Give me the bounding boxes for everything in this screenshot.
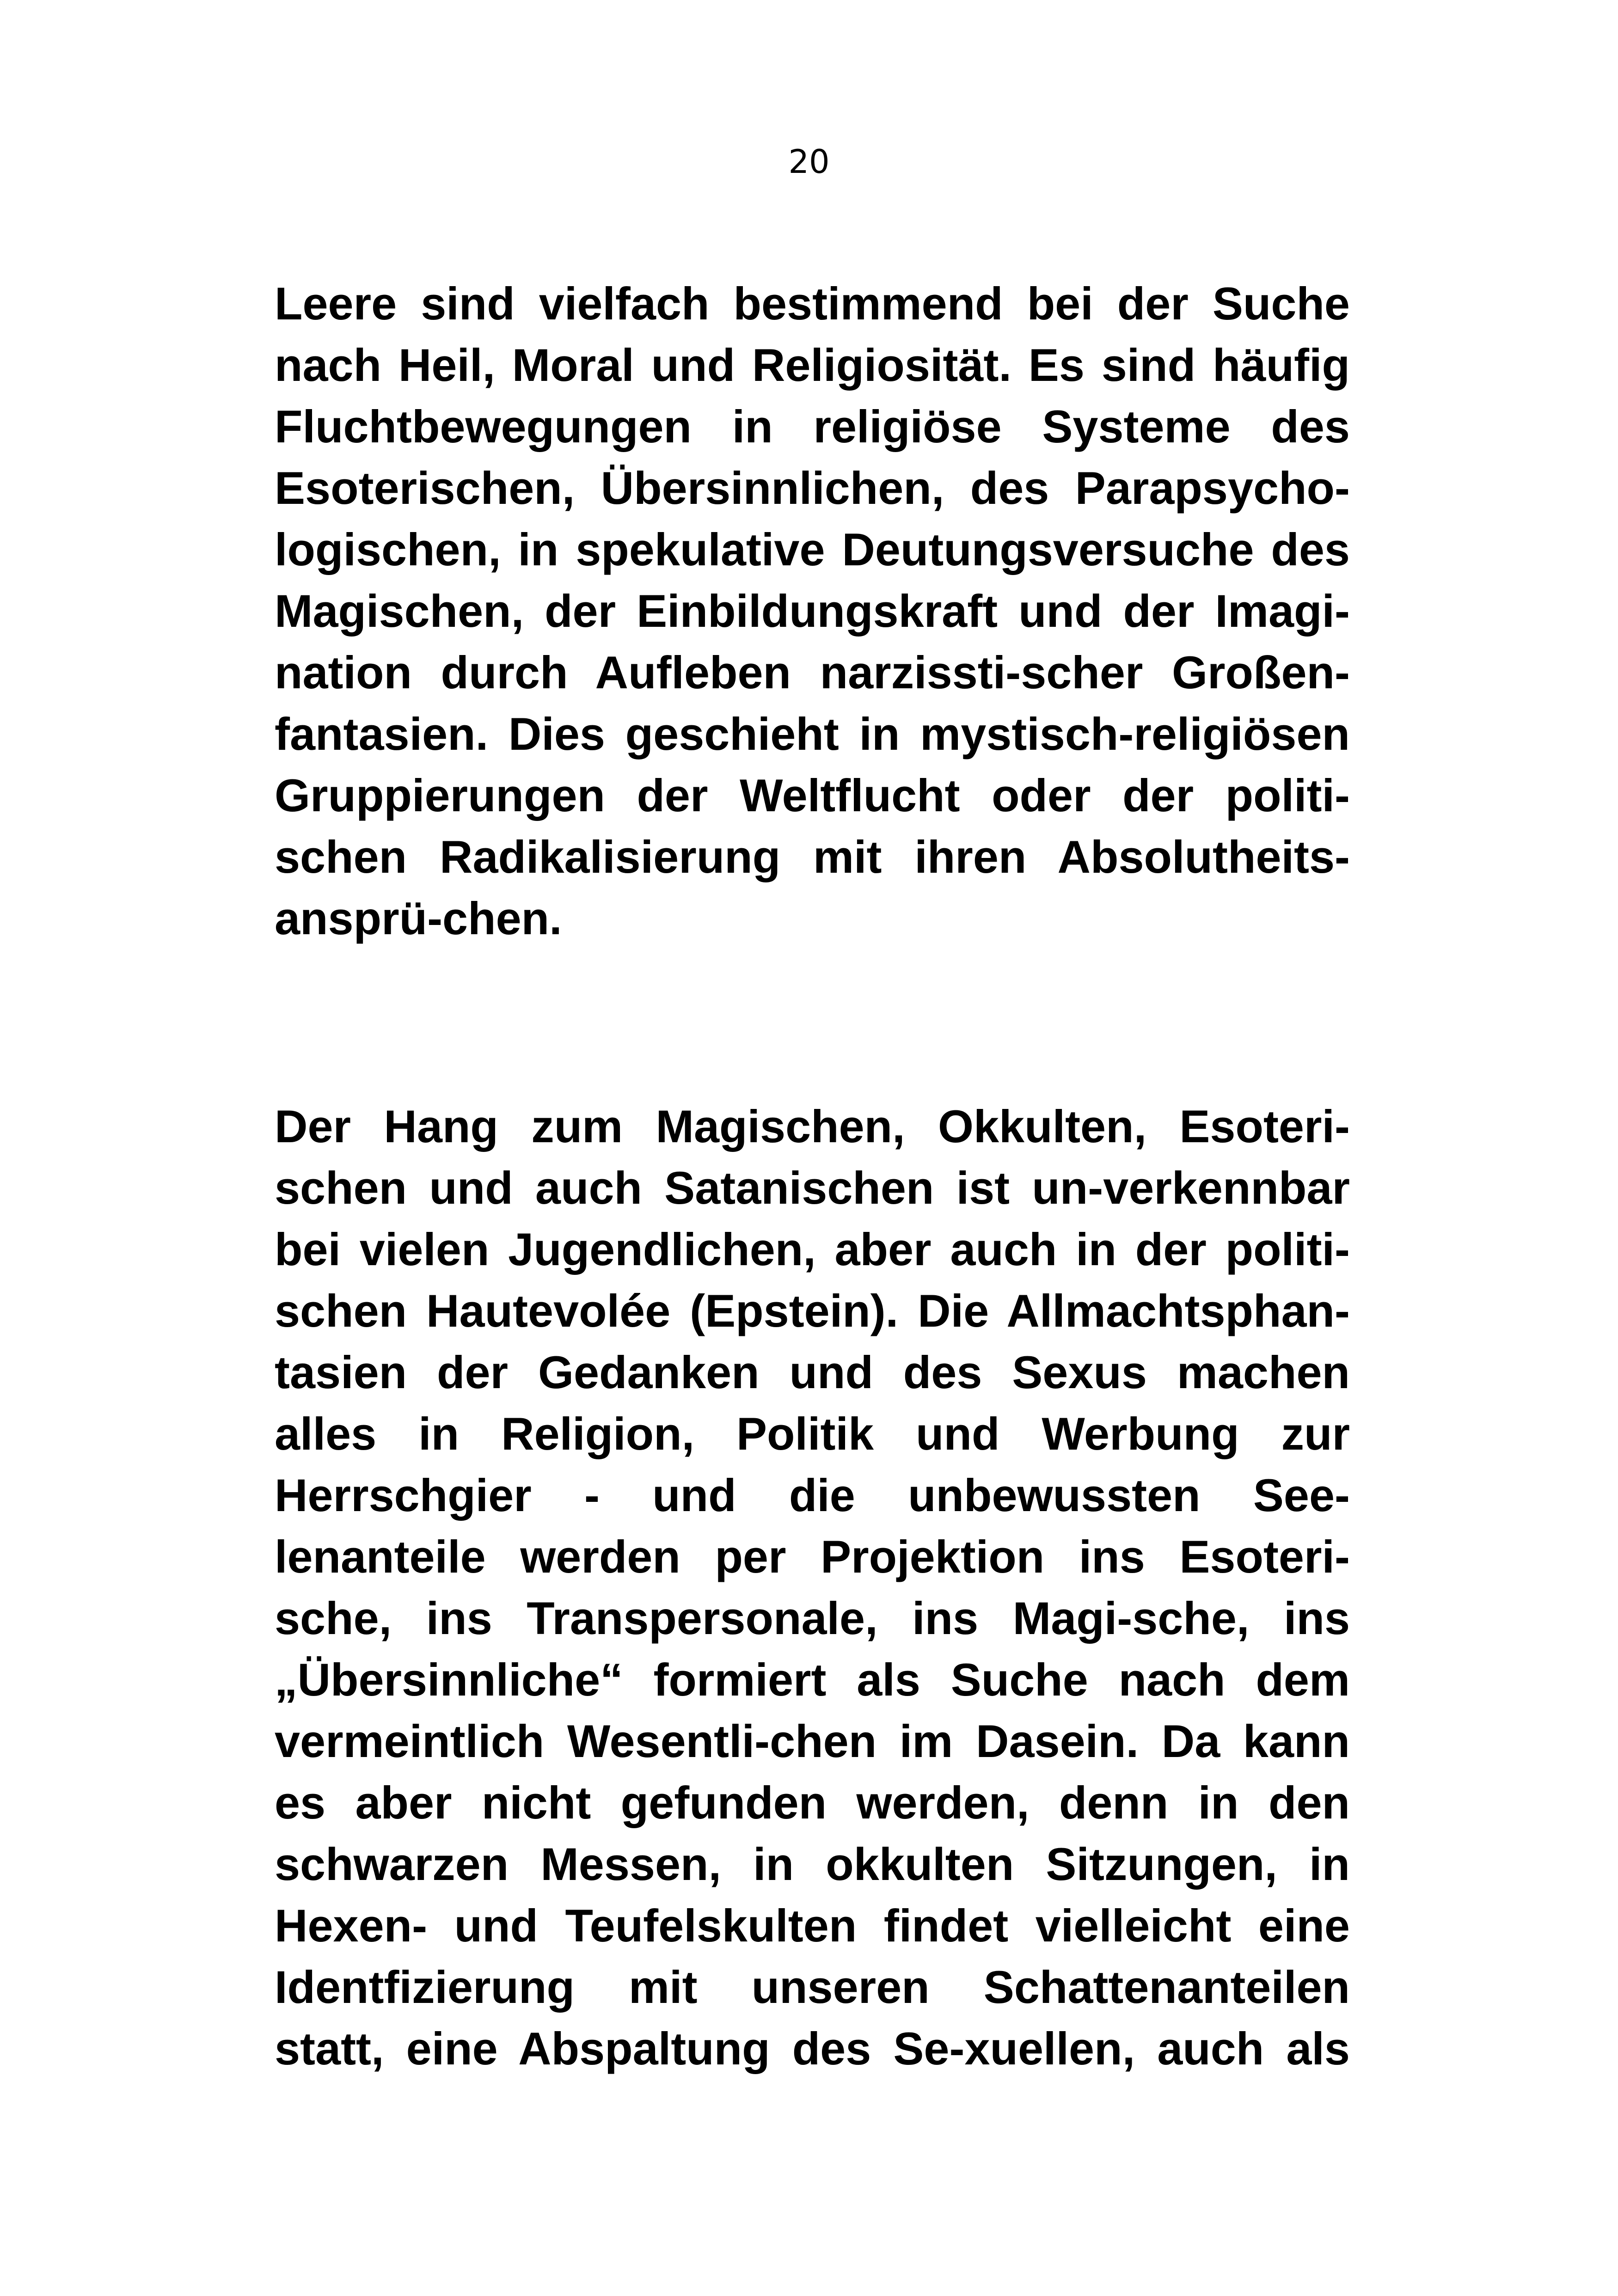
text-line: sche, ins Transpersonale, ins Magi-sche, ins xyxy=(275,1592,1350,1644)
text-line: schwarzen Messen, in okkulten Sitzungen, in xyxy=(275,1838,1350,1890)
text-line: vermeintlich Wesentli-chen im Dasein. Da kann xyxy=(275,1715,1350,1767)
text-line: es aber nicht gefunden werden, denn in den xyxy=(275,1777,1350,1828)
paragraph-2 xyxy=(275,1096,1350,2079)
text-line: Hexen- und Teufelskulten findet vielleicht eine xyxy=(275,1900,1350,1951)
text-line: Der Hang zum Magischen, Okkulten, Esoteri- xyxy=(275,1101,1350,1152)
text-line: Magischen, der Einbildungskraft und der Imagi- xyxy=(275,585,1350,637)
text-line: Gruppierungen der Weltflucht oder der politi- xyxy=(275,770,1350,821)
text-line: Identfizierung mit unseren Schattenanteilen xyxy=(275,1961,1350,2013)
text-line: ansprü-chen. xyxy=(275,893,562,944)
text-line: Esoterischen, Übersinnlichen, des Parapsycho- xyxy=(275,462,1350,514)
text-line: nach Heil, Moral und Religiosität. Es sind häufig xyxy=(275,339,1350,391)
paragraph-1 xyxy=(275,273,1350,949)
text-line: bei vielen Jugendlichen, aber auch in der politi- xyxy=(275,1224,1350,1275)
text-line: alles in Religion, Politik und Werbung zur xyxy=(275,1408,1350,1459)
text-line: tasien der Gedanken und des Sexus machen xyxy=(275,1347,1350,1398)
text-line: statt, eine Abspaltung des Se-xuellen, auch als xyxy=(275,2023,1350,2074)
text-line: nation durch Aufleben narzissti-scher Großen- xyxy=(275,647,1350,698)
text-line: schen und auch Satanischen ist un-verkennbar xyxy=(275,1162,1350,1213)
text-line: fantasien. Dies geschieht in mystisch-religiösen xyxy=(275,708,1350,759)
text-line: schen Radikalisierung mit ihren Absolutheits- xyxy=(275,831,1350,882)
text-line: logischen, in spekulative Deutungsversuche des xyxy=(275,524,1350,575)
text-line: Fluchtbewegungen in religiöse Systeme des xyxy=(275,401,1350,452)
text-line: Leere sind vielfach bestimmend bei der Suche xyxy=(275,278,1350,329)
page-number: 20 xyxy=(788,143,830,181)
text-line: Herrschgier - und die unbewussten See- xyxy=(275,1469,1350,1521)
text-line: „Übersinnliche“ formiert als Suche nach dem xyxy=(275,1654,1350,1705)
text-line: lenanteile werden per Projektion ins Esoteri- xyxy=(275,1531,1350,1582)
text-line: schen Hautevolée (Epstein). Die Allmachtsphan- xyxy=(275,1285,1350,1336)
